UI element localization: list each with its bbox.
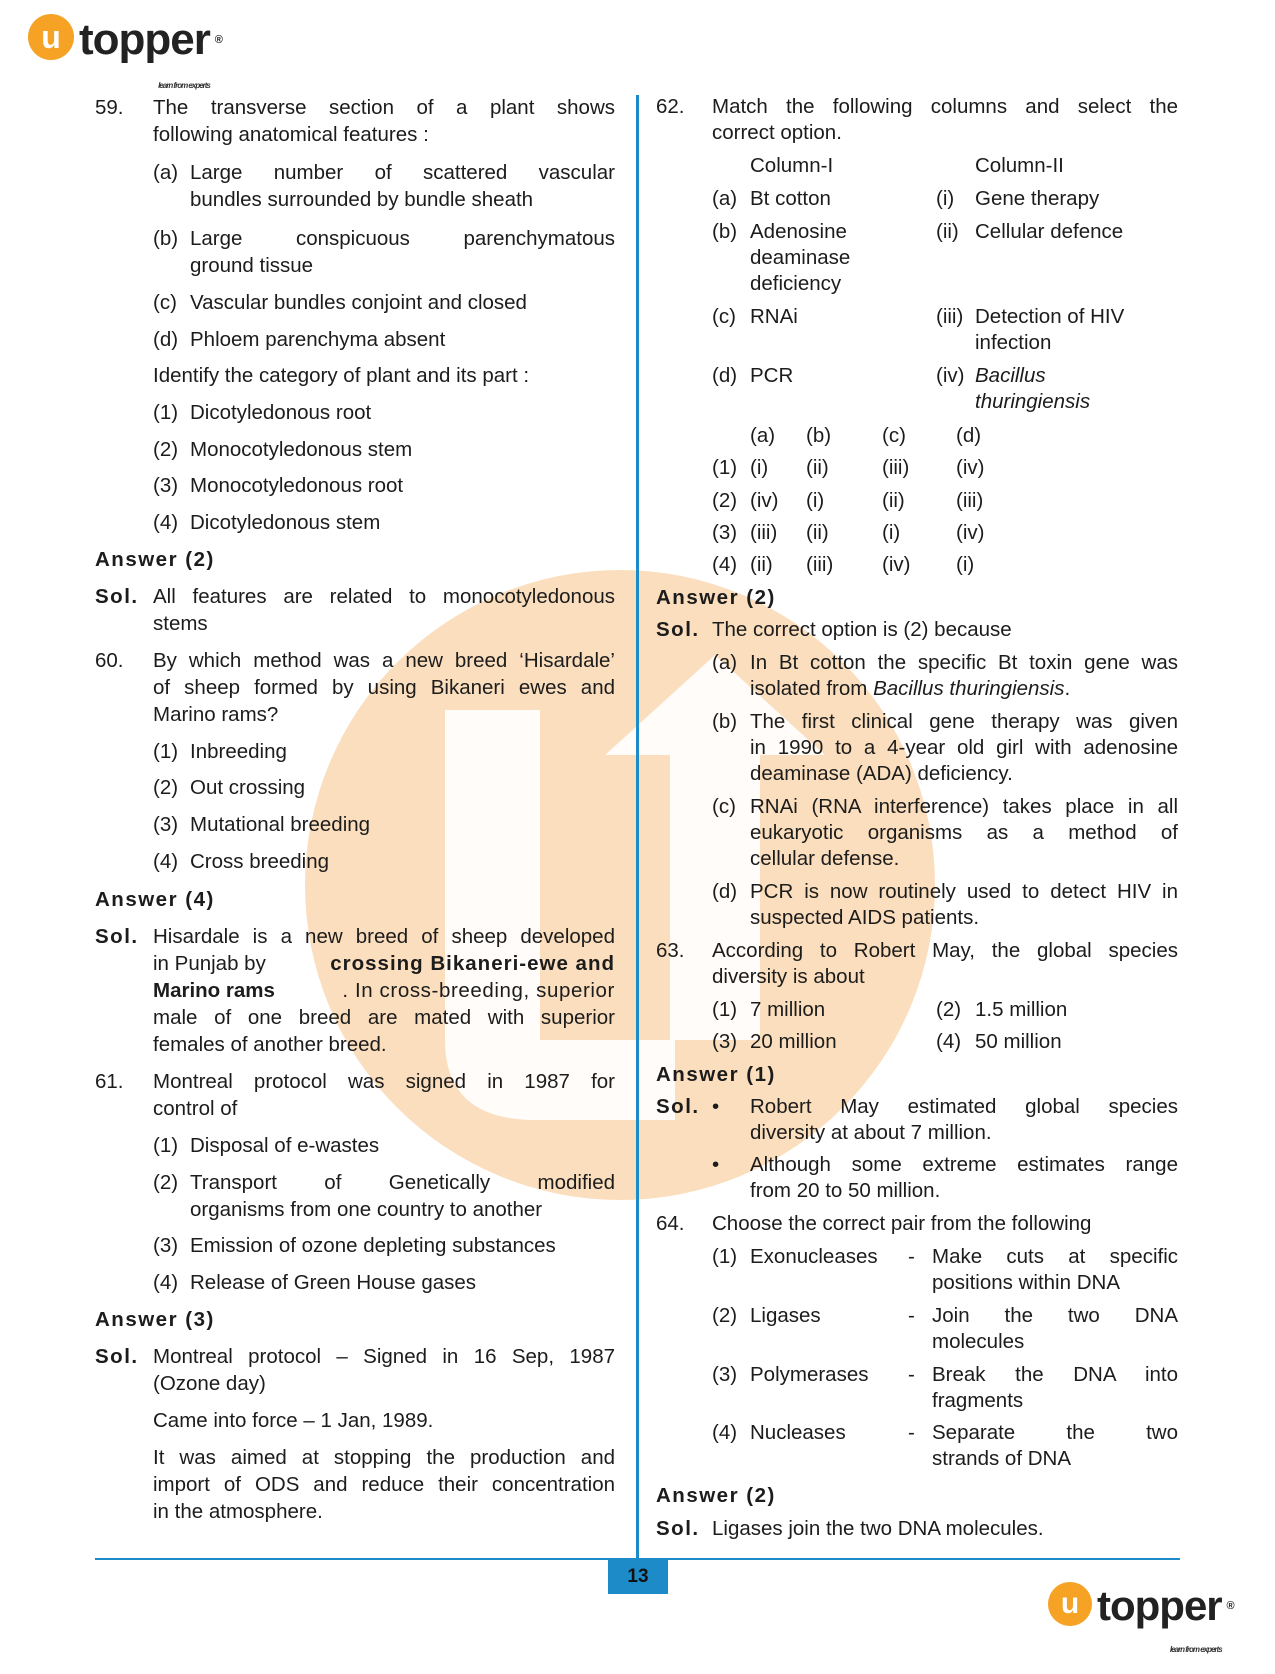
option-desc: fragments — [932, 1389, 1024, 1412]
match-right-label: (ii) — [936, 220, 959, 243]
option-text: organisms from one country to another — [190, 1198, 543, 1221]
sol-text: male of one breed are mated with superior — [153, 1006, 615, 1029]
sol-text-part: . — [1064, 677, 1071, 700]
option-label: (2) — [936, 998, 962, 1021]
option-label: (1) — [712, 1245, 738, 1268]
grid-cell: (iv) — [956, 456, 985, 479]
option-label: (3) — [712, 1030, 738, 1053]
logo-text: topper — [1097, 1582, 1222, 1629]
match-left-label: (a) — [712, 187, 738, 210]
option-label: (2) — [153, 438, 179, 461]
match-left-label: (c) — [712, 305, 736, 328]
grid-head: (c) — [882, 424, 906, 447]
match-right-text: Detection of HIV — [975, 305, 1125, 328]
option-text: Mutational breeding — [190, 813, 371, 836]
bullet-icon: • — [712, 1095, 720, 1118]
grid-cell: (iii) — [956, 489, 984, 512]
match-right-text: Bacillus — [975, 364, 1046, 387]
answer: Answer (2) — [656, 1484, 776, 1507]
sol-text: (Ozone day) — [153, 1372, 266, 1395]
grid-cell: (iv) — [882, 553, 911, 576]
logo-tagline: learn from experts — [158, 81, 210, 90]
option-text: 20 million — [750, 1030, 837, 1053]
match-left-text: RNAi — [750, 305, 798, 328]
sol-item-text: cellular defense. — [750, 847, 900, 870]
answer: Answer (4) — [95, 888, 215, 911]
grid-option: (3) — [712, 521, 738, 544]
option-label: (1) — [153, 1134, 179, 1157]
sol-item-text: deaminase (ADA) deficiency. — [750, 762, 1013, 785]
q-prompt: Identify the category of plant and its part : — [153, 364, 530, 387]
feature-text: ground tissue — [190, 254, 314, 277]
option-dash: - — [908, 1245, 915, 1268]
sol-text: import of ODS and reduce their concentration — [153, 1473, 615, 1496]
option-text: 7 million — [750, 998, 826, 1021]
option-name: Exonucleases — [750, 1245, 878, 1268]
grid-cell: (iii) — [750, 521, 778, 544]
page-number: 13 — [608, 1560, 668, 1594]
logo-u-icon: u — [28, 14, 74, 60]
sol-item-label: (a) — [712, 651, 738, 674]
grid-cell: (i) — [882, 521, 901, 544]
option-desc: positions within DNA — [932, 1271, 1120, 1294]
option-label: (1) — [153, 740, 179, 763]
feature-label: (c) — [153, 291, 177, 314]
header-logo — [28, 14, 222, 90]
option-text: Disposal of e-wastes — [190, 1134, 380, 1157]
column-1-header: Column-I — [750, 154, 834, 177]
match-right-label: (iii) — [936, 305, 964, 328]
sol-label: Sol. — [656, 1517, 700, 1540]
match-left-text: Bt cotton — [750, 187, 831, 210]
logo-registered: ® — [214, 34, 222, 46]
grid-cell: (ii) — [882, 489, 905, 512]
option-text: Monocotyledonous stem — [190, 438, 413, 461]
q-text: The transverse section of a plant shows — [153, 96, 615, 119]
sol-bullet-text: from 20 to 50 million. — [750, 1179, 941, 1202]
option-text: 1.5 million — [975, 998, 1068, 1021]
option-desc: strands of DNA — [932, 1447, 1071, 1470]
option-label: (3) — [153, 1234, 179, 1257]
option-label: (4) — [153, 1271, 179, 1294]
grid-option: (4) — [712, 553, 738, 576]
grid-cell: (ii) — [806, 521, 829, 544]
match-right-text: Cellular defence — [975, 220, 1124, 243]
match-left-label: (d) — [712, 364, 738, 387]
option-text: Dicotyledonous stem — [190, 511, 381, 534]
sol-label: Sol. — [656, 618, 700, 641]
match-right-text: Gene therapy — [975, 187, 1100, 210]
q-text: Montreal protocol was signed in 1987 for — [153, 1070, 615, 1093]
column-divider — [636, 95, 639, 1565]
q-text: following anatomical features : — [153, 123, 429, 146]
grid-cell: (i) — [750, 456, 769, 479]
match-left-text: Adenosine — [750, 220, 847, 243]
option-label: (2) — [712, 1304, 738, 1327]
feature-text: bundles surrounded by bundle sheath — [190, 188, 534, 211]
grid-cell: (i) — [806, 489, 825, 512]
logo-tagline: learn from experts — [1169, 1645, 1222, 1654]
sol-item-text — [750, 676, 1070, 702]
q-text: Choose the correct pair from the following — [712, 1212, 1092, 1235]
grid-cell: (i) — [956, 553, 975, 576]
sol-item-text: suspected AIDS patients. — [750, 906, 980, 929]
bullet-icon: • — [712, 1153, 720, 1176]
feature-text: Vascular bundles conjoint and closed — [190, 291, 527, 314]
sol-text-part: isolated from — [750, 677, 874, 700]
answer: Answer (2) — [656, 586, 776, 609]
grid-cell: (ii) — [750, 553, 773, 576]
sol-item-text: eukaryotic organisms as a method of — [750, 821, 1178, 844]
sol-bullet-text: Robert May estimated global species — [750, 1095, 1178, 1118]
q-number: 63. — [656, 939, 685, 962]
sol-label: Sol. — [656, 1095, 700, 1118]
option-desc: molecules — [932, 1330, 1025, 1353]
answer: Answer (3) — [95, 1308, 215, 1331]
option-label: (4) — [153, 850, 179, 873]
feature-label: (d) — [153, 328, 179, 351]
sol-text: in the atmosphere. — [153, 1500, 323, 1523]
sol-text-bold: Marino rams — [153, 979, 275, 1002]
option-text: Release of Green House gases — [190, 1271, 477, 1294]
sol-text: All features are related to monocotyledonous — [153, 585, 615, 608]
grid-head: (d) — [956, 424, 982, 447]
match-right-text: thuringiensis — [975, 390, 1091, 413]
sol-item-text: The first clinical gene therapy was given — [750, 710, 1178, 733]
sol-text: Came into force – 1 Jan, 1989. — [153, 1409, 434, 1432]
q-text: According to Robert May, the global species — [712, 939, 1178, 962]
feature-text: Large conspicuous parenchymatous — [190, 227, 615, 250]
sol-item-text: In Bt cotton the specific Bt toxin gene was — [750, 651, 1178, 674]
grid-cell: (ii) — [806, 456, 829, 479]
feature-text: Phloem parenchyma absent — [190, 328, 446, 351]
option-text: 50 million — [975, 1030, 1062, 1053]
match-left-text: PCR — [750, 364, 794, 387]
option-label: (1) — [712, 998, 738, 1021]
q-number: 61. — [95, 1070, 124, 1093]
logo-registered: ® — [1226, 1600, 1234, 1612]
sol-text-part: in Punjab by — [153, 952, 266, 975]
footer-logo — [1048, 1582, 1234, 1654]
sol-text: females of another breed. — [153, 1033, 387, 1056]
option-name: Nucleases — [750, 1421, 846, 1444]
logo-text: topper — [79, 15, 210, 64]
option-name: Ligases — [750, 1304, 821, 1327]
option-text: Out crossing — [190, 776, 306, 799]
sol-text-italic: Bacillus thuringiensis — [873, 677, 1065, 700]
sol-item-label: (d) — [712, 880, 738, 903]
match-right-label: (iv) — [936, 364, 965, 387]
match-left-text: deficiency — [750, 272, 842, 295]
q-text: control of — [153, 1097, 238, 1120]
sol-text — [153, 951, 615, 977]
sol-label: Sol. — [95, 585, 139, 608]
sol-item-text: PCR is now routinely used to detect HIV in — [750, 880, 1178, 903]
match-right-text: infection — [975, 331, 1052, 354]
sol-item-text: in 1990 to a 4-year old girl with adenosine — [750, 736, 1178, 759]
option-desc: Separate the two — [932, 1421, 1178, 1444]
option-desc: Break the DNA into — [932, 1363, 1178, 1386]
option-text: Monocotyledonous root — [190, 474, 404, 497]
sol-label: Sol. — [95, 1345, 139, 1368]
sol-text: Montreal protocol – Signed in 16 Sep, 1987 — [153, 1345, 615, 1368]
q-text: By which method was a new breed ‘Hisardale’ — [153, 649, 615, 672]
option-label: (3) — [153, 474, 179, 497]
option-label: (3) — [153, 813, 179, 836]
sol-text — [153, 978, 615, 1004]
match-left-text: deaminase — [750, 246, 851, 269]
grid-cell: (iii) — [806, 553, 834, 576]
sol-bullet-text: Although some extreme estimates range — [750, 1153, 1178, 1176]
q-text: Marino rams? — [153, 703, 279, 726]
option-dash: - — [908, 1304, 915, 1327]
sol-text: It was aimed at stopping the production and — [153, 1446, 615, 1469]
logo-u-icon: u — [1048, 1582, 1092, 1626]
feature-text: Large number of scattered vascular — [190, 161, 615, 184]
grid-cell: (iv) — [750, 489, 779, 512]
feature-label: (a) — [153, 161, 179, 184]
column-2-header: Column-II — [975, 154, 1064, 177]
answer: Answer (2) — [95, 548, 215, 571]
sol-text: Ligases join the two DNA molecules. — [712, 1517, 1044, 1540]
option-desc: Make cuts at specific — [932, 1245, 1178, 1268]
q-text: Match the following columns and select the — [712, 95, 1178, 118]
q-number: 64. — [656, 1212, 685, 1235]
sol-text-bold: crossing Bikaneri-ewe and — [330, 952, 615, 975]
grid-option: (1) — [712, 456, 738, 479]
option-text: Transport of Genetically modified — [190, 1171, 615, 1194]
option-desc: Join the two DNA — [932, 1304, 1178, 1327]
q-text: diversity is about — [712, 965, 865, 988]
grid-head: (a) — [750, 424, 776, 447]
option-label: (1) — [153, 401, 179, 424]
option-text: Emission of ozone depleting substances — [190, 1234, 556, 1257]
option-text: Dicotyledonous root — [190, 401, 372, 424]
q-number: 59. — [95, 96, 124, 119]
option-label: (3) — [712, 1363, 738, 1386]
sol-item-label: (c) — [712, 795, 736, 818]
option-name: Polymerases — [750, 1363, 869, 1386]
option-label: (4) — [936, 1030, 962, 1053]
option-label: (4) — [153, 511, 179, 534]
q-number: 60. — [95, 649, 124, 672]
answer: Answer (1) — [656, 1063, 776, 1086]
sol-text-part: . In cross-breeding, superior — [342, 979, 615, 1002]
option-text: Cross breeding — [190, 850, 330, 873]
grid-cell: (iii) — [882, 456, 910, 479]
sol-text: Hisardale is a new breed of sheep developed — [153, 925, 615, 948]
option-label: (4) — [712, 1421, 738, 1444]
match-left-label: (b) — [712, 220, 738, 243]
grid-head: (b) — [806, 424, 832, 447]
sol-item-label: (b) — [712, 710, 738, 733]
option-dash: - — [908, 1421, 915, 1444]
sol-label: Sol. — [95, 925, 139, 948]
sol-item-text: RNAi (RNA interference) takes place in all — [750, 795, 1178, 818]
q-number: 62. — [656, 95, 685, 118]
sol-text: stems — [153, 612, 208, 635]
match-right-label: (i) — [936, 187, 955, 210]
option-text: Inbreeding — [190, 740, 287, 763]
feature-label: (b) — [153, 227, 179, 250]
sol-text: The correct option is (2) because — [712, 618, 1012, 641]
option-label: (2) — [153, 1171, 179, 1194]
grid-cell: (iv) — [956, 521, 985, 544]
option-label: (2) — [153, 776, 179, 799]
sol-bullet-text: diversity at about 7 million. — [750, 1121, 992, 1144]
grid-option: (2) — [712, 489, 738, 512]
q-text: correct option. — [712, 121, 842, 144]
option-dash: - — [908, 1363, 915, 1386]
q-text: of sheep formed by using Bikaneri ewes and — [153, 676, 615, 699]
